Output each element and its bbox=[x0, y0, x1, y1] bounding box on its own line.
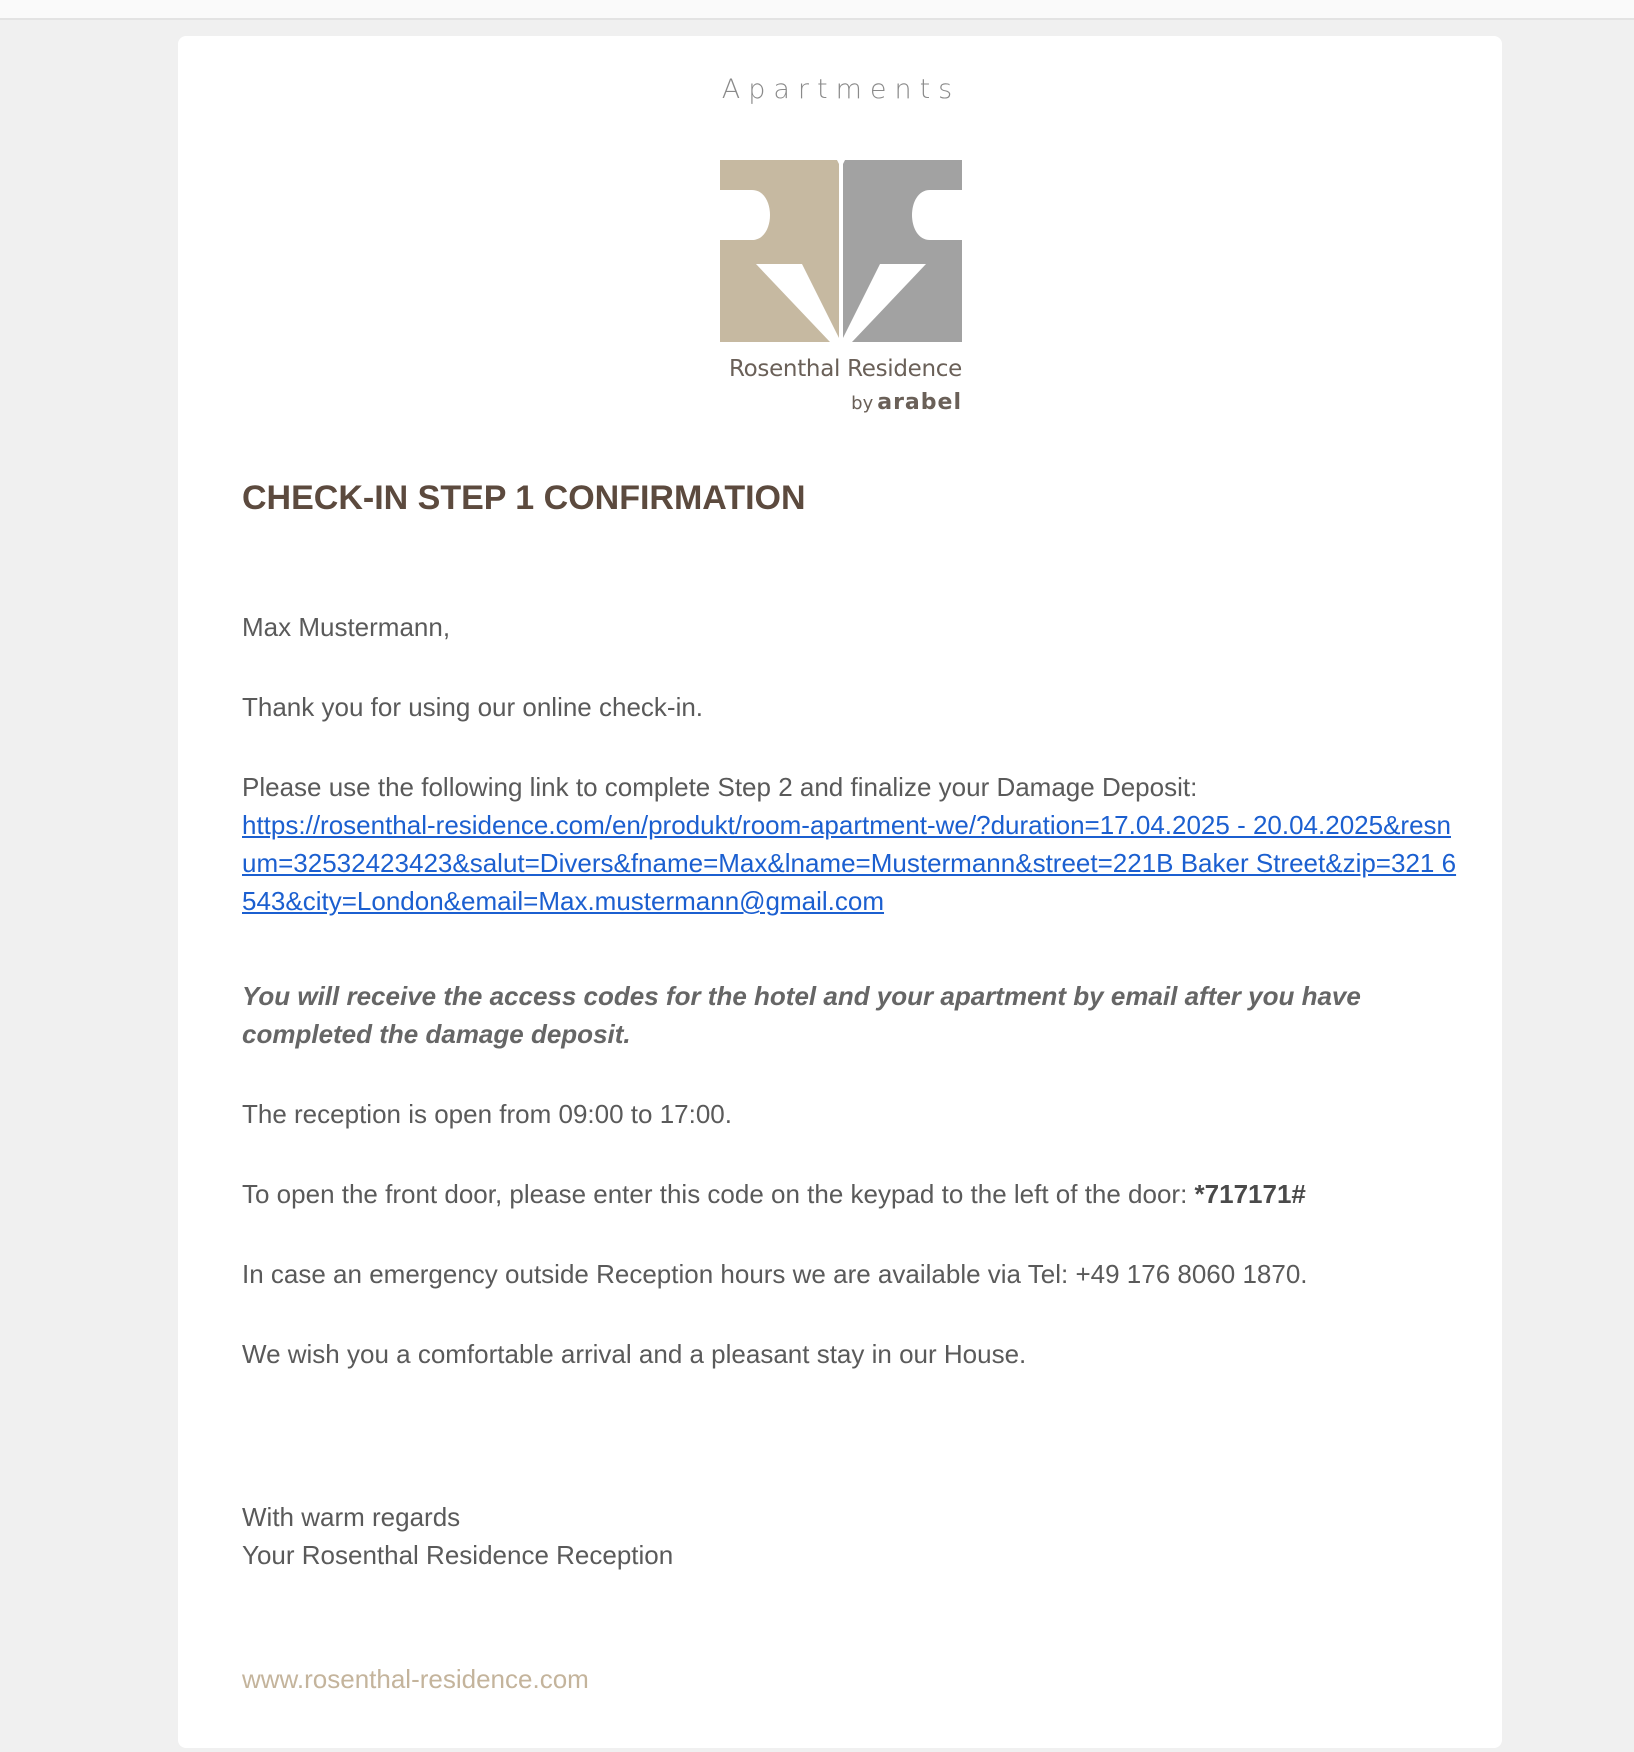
thanks-text: Thank you for using our online check-in. bbox=[242, 692, 704, 722]
wish-text: We wish you a comfortable arrival and a pleasant stay in our House. bbox=[242, 1339, 1027, 1369]
step2-intro: Please use the following link to complete Step 2 and finalize your Damage Deposit: bbox=[242, 772, 1198, 802]
logo-by-text: by bbox=[851, 393, 874, 414]
regards-text: With warm regards bbox=[242, 1502, 461, 1532]
signature-text: Your Rosenthal Residence Reception bbox=[242, 1540, 674, 1570]
emergency-text: In case an emergency outside Reception hours we are available via Tel: +49 176 8060 1870. bbox=[242, 1259, 1308, 1289]
reception-hours-text: The reception is open from 09:00 to 17:00. bbox=[242, 1099, 732, 1129]
logo-apartments-label: Apartments bbox=[721, 74, 961, 105]
page-title: CHECK-IN STEP 1 CONFIRMATION bbox=[242, 479, 806, 517]
website-link[interactable]: www.rosenthal-residence.com bbox=[242, 1664, 589, 1694]
door-code-text: To open the front door, please enter this code on the keypad to the left of the door: bbox=[242, 1179, 1195, 1209]
step2-link[interactable]: https://rosenthal-residence.com/en/produkt/room-apartment-we/?duration=17.04.2025 - 20.04.2025&resnum=32532423423&salut=Divers&fname=Max&lname=Mustermann&street=221B Baker Street&zip=321 6543&city=London&email=Max.mustermann@gmail.com bbox=[242, 810, 1457, 916]
door-code-paragraph bbox=[242, 1175, 1462, 1213]
logo-arabel-text: arabel bbox=[877, 390, 962, 415]
rr-monogram-icon bbox=[720, 160, 962, 342]
door-code: *717171# bbox=[1194, 1179, 1306, 1209]
closing-paragraph bbox=[242, 1498, 1462, 1574]
top-bar bbox=[0, 0, 1634, 20]
email-card bbox=[178, 36, 1502, 1748]
step2-paragraph bbox=[242, 768, 1462, 920]
logo-brand-name: Rosenthal Residence bbox=[728, 356, 962, 382]
logo-byline bbox=[720, 392, 962, 414]
access-code-notice: You will receive the access codes for the hotel and your apartment by email after you have completed the damage deposit. bbox=[242, 981, 1361, 1049]
rosenthal-residence-logo bbox=[720, 76, 962, 418]
greeting: Max Mustermann, bbox=[242, 612, 451, 642]
